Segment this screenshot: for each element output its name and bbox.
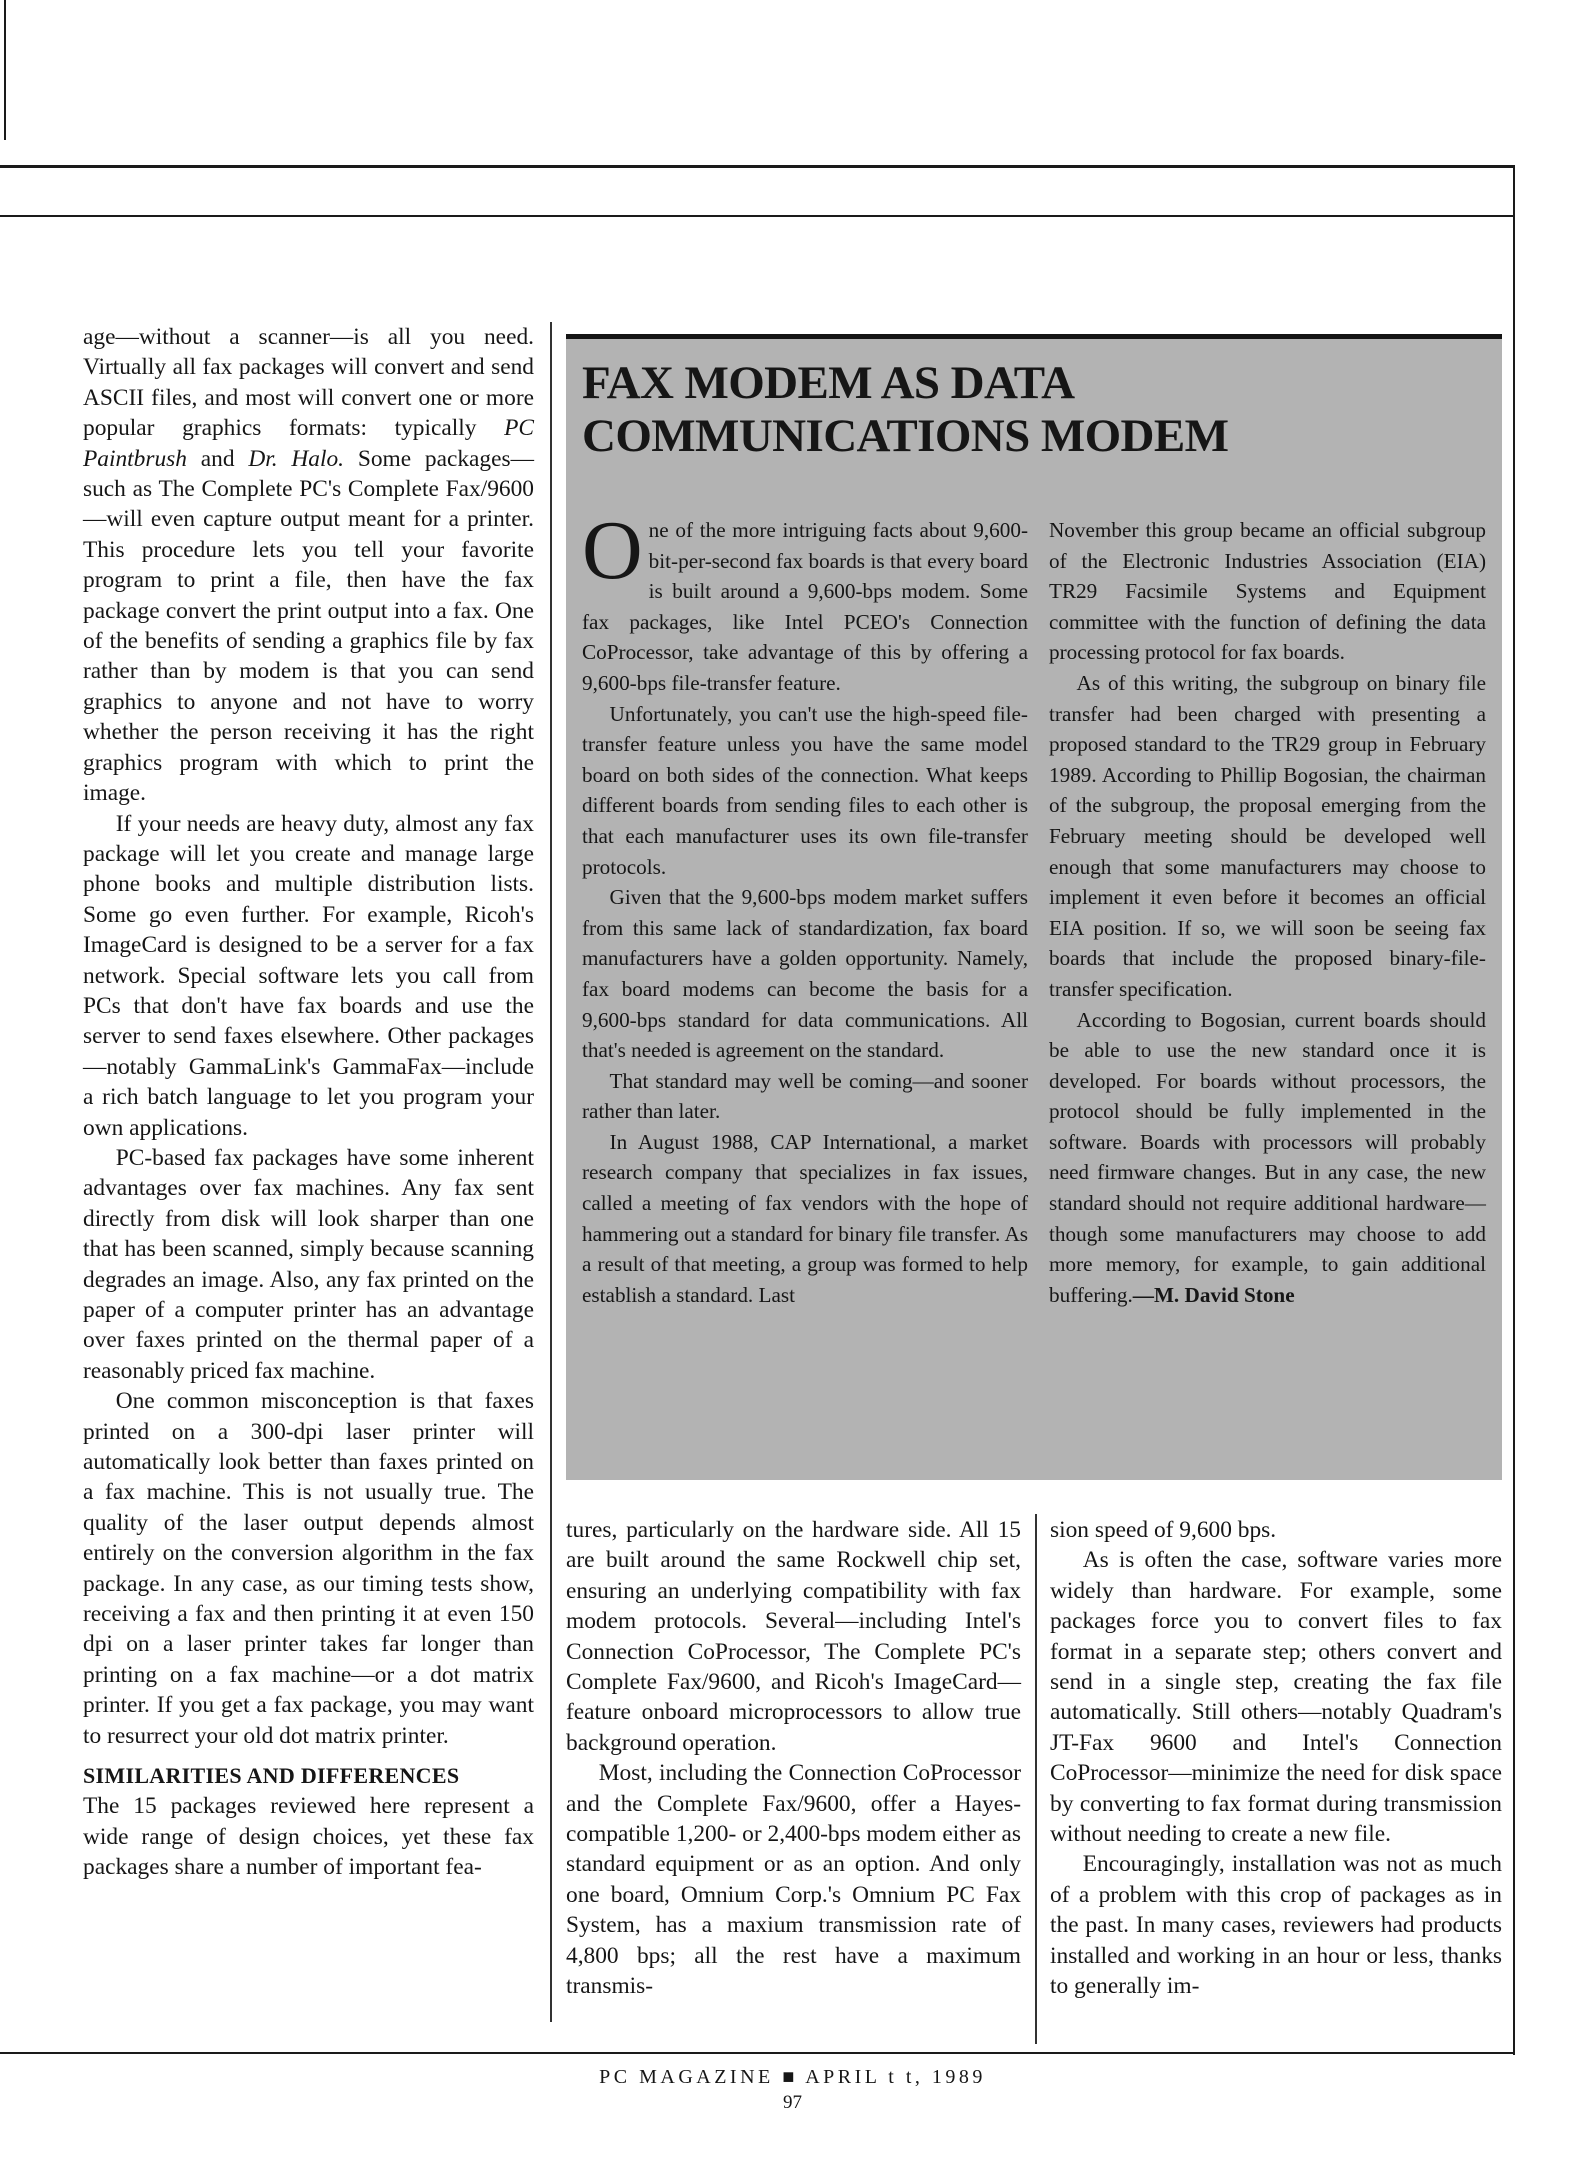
bottom-rule — [0, 2052, 1515, 2054]
middle-paragraph-1: tures, particularly on the hardware side. All 15 are built around the same Rockwell chip set, ensuring an underlying compatibility with fax modem protocols. Several—including Intel's Connection CoProcessor, The Complete PC's Complete Fax/9600, and Ricoh's ImageCard—feature onboard microprocessors to allow true background operation. — [566, 1517, 1021, 1756]
column-divider-right — [1035, 1514, 1037, 2044]
header-rule-top — [0, 165, 1515, 168]
left-margin-mark — [4, 0, 6, 140]
sidebar-column-1 — [582, 504, 1028, 1310]
middle-paragraph-2: Most, including the Connection CoProcessor and the Complete Fax/9600, offer a Hayes-compatible 1,200- or 2,400-bps modem either as standard equipment or as an option. And only one board, Omnium Corp.'s Omnium PC Fax System, has a maxium transmission rate of 4,800 bps; all the rest have a maximum transmis- — [566, 1760, 1021, 2000]
right-paragraph-1: sion speed of 9,600 bps. — [1050, 1517, 1277, 1543]
header-rule-bottom — [0, 215, 1515, 217]
sidebar-paragraph-5: In August 1988, CAP International, a market research company that specializes in fax issues, called a meeting of fax vendors with the hope of hammering out a standard for binary file transfer. As a result of that meeting, a group was formed to help establish a standard. Last — [582, 1129, 1028, 1307]
left-paragraph-2: If your needs are heavy duty, almost any fax package will let you create and manage large phone books and multiple distribution lists. Some go even further. For example, Ricoh's ImageCard is designed to be a server for a fax network. Special software lets you call from PCs that don't have fax boards and use the server to send faxes elsewhere. Other packages—notably GammaLink's GammaFax—include a rich batch language to let you program your own applications. — [83, 810, 534, 1141]
drop-cap: O — [582, 504, 643, 597]
publication-footer: PC MAGAZINE ■ APRIL t t, 1989 — [599, 2066, 986, 2088]
sidebar-paragraph-2: Unfortunately, you can't use the high-speed file-transfer feature unless you have the same model board on both sides of the connection. What keeps different boards from sending files to each other is that each manufacturer uses its own file-transfer protocols. — [582, 701, 1028, 879]
left-paragraph-1: age—without a scanner—is all you need. Virtually all fax packages will convert and send ASCII files, and most will convert one or more popular graphics formats: typically PC Paintbrush and Dr. Halo. Some packages—such as The Complete PC's Complete Fax/9600—will even capture output meant for a printer. This procedure lets you tell your favorite program to print a file, then have the fax package convert the print output into a fax. One of the benefits of sending a graphics file by fax rather than by modem is that you can send graphics to anyone and not have to worry whether the person receiving it has the right graphics program with which to print the image. — [83, 324, 535, 807]
right-paragraph-2: As is often the case, software varies more widely than hardware. For example, some packages force you to convert files to fax format in a separate step; others convert and send in a single step, creating the fax file automatically. Still others—notably Quadram's JT-Fax 9600 and Intel's Connection CoProcessor—minimize the need for disk space by converting to fax format during transmission without needing to create a new file. — [1050, 1547, 1502, 1848]
sidebar-column-2 — [1049, 515, 1486, 1310]
sidebar-paragraph-6: November this group became an official subgroup of the Electronic Industries Association (EIA) TR29 Facsimile Systems and Equipment committee with the function of defining the data processing protocol for fax boards. — [1049, 518, 1486, 665]
sidebar-paragraph-4: That standard may well be coming—and sooner rather than later. — [582, 1068, 1028, 1124]
sidebar-title: FAX MODEM AS DATA COMMUNICATIONS MODEM — [582, 357, 1229, 462]
left-paragraph-3: PC-based fax packages have some inherent advantages over fax machines. Any fax sent directly from disk will look sharper than one that has been scanned, simply because scanning degrades an image. Also, any fax printed on the paper of a computer printer has an advantage over faxes printed on the thermal paper of a reasonably priced fax machine. — [83, 1144, 534, 1384]
author-signature: —M. David Stone — [1132, 1282, 1295, 1307]
sidebar-paragraph-8: According to Bogosian, current boards should be able to use the new standard once it is developed. For boards without processors, the protocol should be fully implemented in the software. Boards with processors will probably need firmware changes. But in any case, the new standard should not require additional hardware—though some manufacturers may choose to add more memory, for example, to gain additional buffering.—M. David Stone — [1049, 1007, 1486, 1307]
sidebar-paragraph-3: Given that the 9,600-bps modem market suffers from this same lack of standardization, fax board manufacturers have a golden opportunity. Namely, fax board modems can become the basis for a 9,600-bps standard for data communications. All that's needed is agreement on the standard. — [582, 885, 1028, 1063]
left-column — [83, 322, 534, 1882]
sidebar-box — [566, 334, 1502, 1480]
sidebar-paragraph-1: One of the more intriguing facts about 9,600-bit-per-second fax boards is that every board is built around a 9,600-bps modem. Some fax packages, like Intel PCEO's Connection CoProcessor, take advantage of this by offering a 9,600-bps file-transfer feature. — [582, 504, 1028, 695]
bottom-right-column — [1050, 1515, 1502, 2002]
header-rule-right — [1513, 165, 1515, 2055]
sidebar-paragraph-7: As of this writing, the subgroup on binary file transfer had been charged with presenting a proposed standard to the TR29 group in February 1989. According to Phillip Bogosian, the chairman of the subgroup, the proposal emerging from the February meeting should be developed well enough that some manufacturers may choose to implement it even before it becomes an official EIA position. If so, we will soon be seeing fax boards that include the proposed binary-file-transfer specification. — [1049, 670, 1486, 1001]
column-divider-left — [550, 322, 552, 2022]
page-number: 97 — [783, 2092, 802, 2113]
bottom-middle-column — [566, 1515, 1021, 2002]
right-paragraph-3: Encouragingly, installation was not as much of a problem with this crop of packages as in the past. In many cases, reviewers had products installed and working in an hour or less, thanks to generally im- — [1050, 1851, 1502, 2000]
left-paragraph-4: One common misconception is that faxes printed on a 300-dpi laser printer will automatically look better than faxes printed on a fax machine. This is not usually true. The quality of the laser output depends almost entirely on the conversion algorithm in the fax package. In any case, as our timing tests show, receiving a fax and then printing it at even 150 dpi on a laser printer takes far longer than printing on a fax machine—or a dot matrix printer. If you get a fax package, you may want to resurrect your old dot matrix printer. — [83, 1388, 534, 1749]
section-heading: SIMILARITIES AND DIFFERENCES — [83, 1763, 460, 1789]
left-paragraph-5: The 15 packages reviewed here represent a wide range of design choices, yet these fax packages share a number of important fea- — [83, 1793, 534, 1880]
